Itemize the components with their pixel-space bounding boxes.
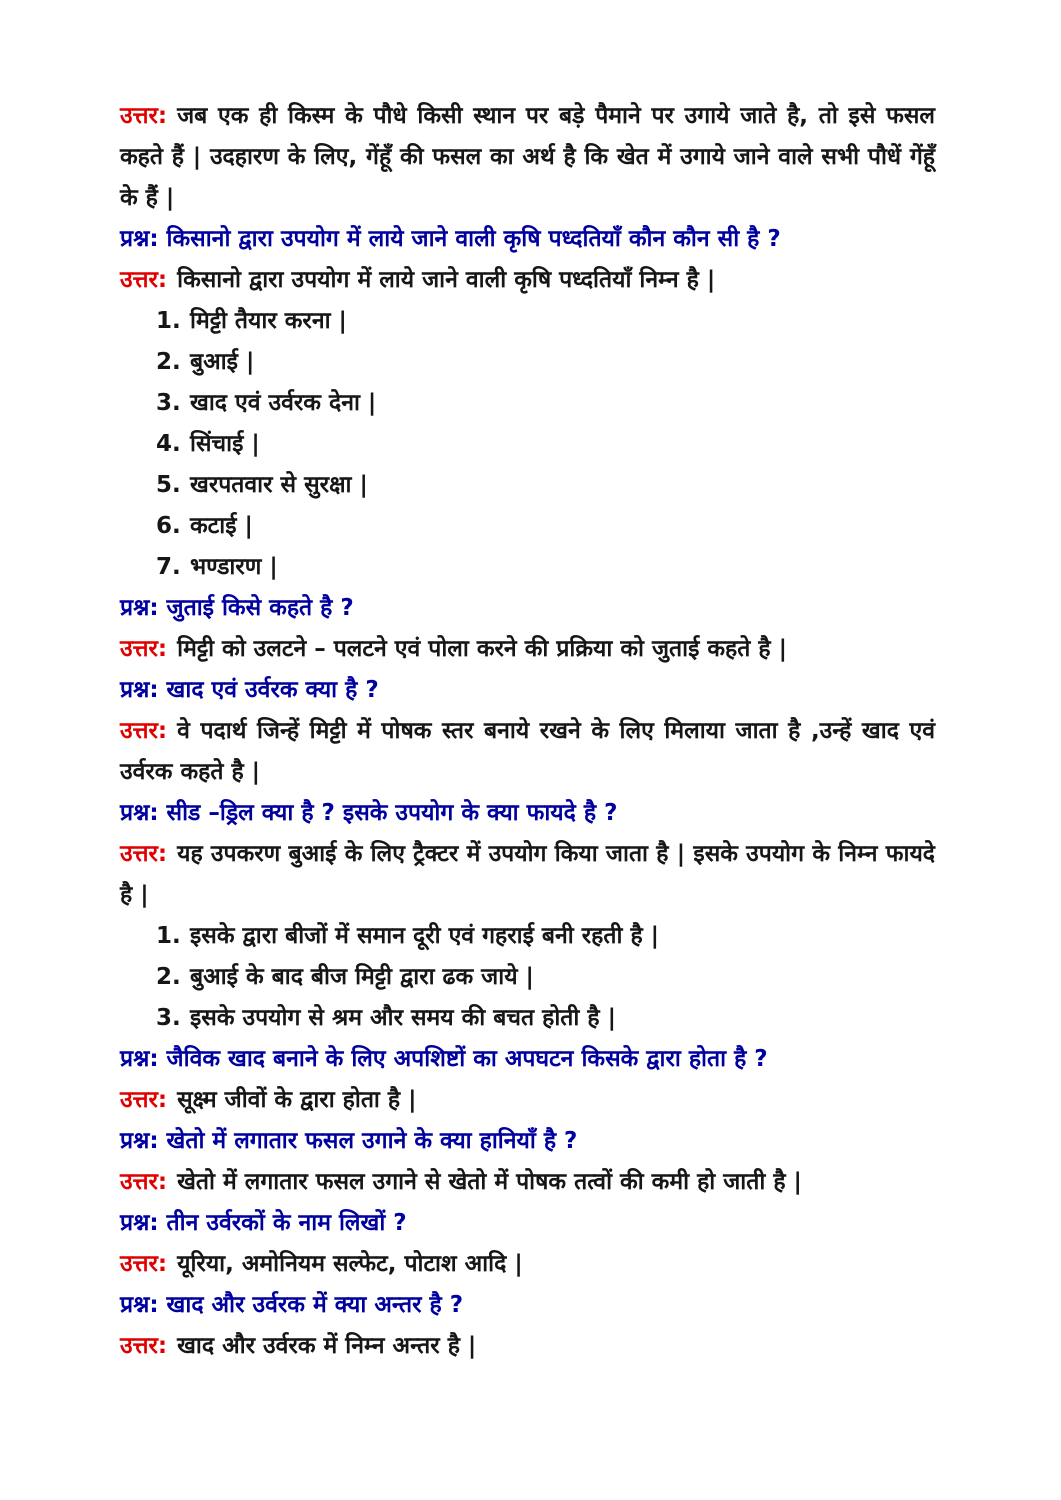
question-text: खेतो में लगातार फसल उगाने के क्या हानियाँ है ?	[166, 1128, 578, 1154]
answer-text: जब एक ही किस्म के पौधे किसी स्थान पर बड़े पैमाने पर उगाये जाते है, तो इसे फसल कहते हैं | उदहारण के लिए, गेंहूँ की फसल का अर्थ है कि खेत में उगाये जाने वाले सभी पौधें गेंहूँ के हैं |	[120, 103, 935, 211]
answer-text: खेतो में लगातार फसल उगाने से खेतो में पोषक तत्वों की कमी हो जाती है |	[177, 1169, 802, 1195]
list-item: कटाई |	[190, 513, 253, 539]
question-label: प्रश्न:	[120, 1046, 159, 1072]
list-item: इसके द्वारा बीजों में समान दूरी एवं गहराई बनी रहती है |	[190, 923, 660, 949]
question-paragraph	[120, 670, 935, 711]
question-text: सीड –ड्रिल क्या है ? इसके उपयोग के क्या फायदे है ?	[166, 800, 618, 826]
answer-text: वे पदार्थ जिन्हें मिट्टी में पोषक स्तर बनाये रखने के लिए मिलाया जाता है ,उन्हें खाद एवं उर्वरक कहते है |	[120, 718, 935, 785]
list-item: मिट्टी तैयार करना |	[190, 308, 347, 334]
answer-text: सूक्ष्म जीवों के द्वारा होता है |	[177, 1087, 417, 1113]
question-paragraph	[120, 1039, 935, 1080]
answer-label: उत्तर:	[120, 636, 168, 662]
list-item: भण्डारण |	[190, 554, 278, 580]
answer-paragraph	[120, 629, 935, 670]
farm-practices-list	[120, 301, 935, 588]
answer-text: खाद और उर्वरक में निम्न अन्तर है |	[177, 1333, 477, 1359]
answer-label: उत्तर:	[120, 1251, 168, 1277]
list-item: इसके उपयोग से श्रम और समय की बचत होती है |	[190, 1005, 616, 1031]
answer-paragraph	[120, 260, 935, 301]
list-item: खाद एवं उर्वरक देना |	[190, 390, 377, 416]
question-text: तीन उर्वरकों के नाम लिखों ?	[166, 1210, 407, 1236]
answer-text: मिट्टी को उलटने – पलटने एवं पोला करने की प्रक्रिया को जुताई कहते है |	[177, 636, 788, 662]
list-item: सिंचाई |	[190, 431, 260, 457]
question-paragraph	[120, 1285, 935, 1326]
answer-label: उत्तर:	[120, 1087, 168, 1113]
question-paragraph	[120, 793, 935, 834]
answer-paragraph	[120, 1162, 935, 1203]
question-text: जैविक खाद बनाने के लिए अपशिष्टों का अपघटन किसके द्वारा होता है ?	[166, 1046, 768, 1072]
question-label: प्रश्न:	[120, 595, 159, 621]
question-label: प्रश्न:	[120, 1292, 159, 1318]
question-label: प्रश्न:	[120, 226, 159, 252]
answer-label: उत्तर:	[120, 103, 168, 129]
list-item: बुआई के बाद बीज मिट्टी द्वारा ढक जाये |	[190, 964, 534, 990]
question-text: खाद और उर्वरक में क्या अन्तर है ?	[166, 1292, 464, 1318]
question-paragraph	[120, 1121, 935, 1162]
question-text: खाद एवं उर्वरक क्या है ?	[166, 677, 379, 703]
question-paragraph	[120, 219, 935, 260]
question-paragraph	[120, 1203, 935, 1244]
list-item: बुआई |	[190, 349, 255, 375]
question-label: प्रश्न:	[120, 1128, 159, 1154]
seed-drill-benefits-list	[120, 916, 935, 1039]
answer-label: उत्तर:	[120, 841, 168, 867]
answer-label: उत्तर:	[120, 718, 168, 744]
question-text: किसानो द्वारा उपयोग में लाये जाने वाली कृषि पध्दतियाँ कौन कौन सी है ?	[166, 226, 781, 252]
answer-paragraph	[120, 834, 935, 916]
answer-paragraph	[120, 96, 935, 219]
answer-label: उत्तर:	[120, 1333, 168, 1359]
question-label: प्रश्न:	[120, 1210, 159, 1236]
question-label: प्रश्न:	[120, 677, 159, 703]
answer-text: यह उपकरण बुआई के लिए ट्रैक्टर में उपयोग किया जाता है | इसके उपयोग के निम्न फायदे है |	[120, 841, 935, 908]
question-label: प्रश्न:	[120, 800, 159, 826]
list-item: खरपतवार से सुरक्षा |	[190, 472, 368, 498]
answer-text: यूरिया, अमोनियम सल्फेट, पोटाश आदि |	[177, 1251, 523, 1277]
answer-paragraph	[120, 1244, 935, 1285]
answer-label: उत्तर:	[120, 1169, 168, 1195]
answer-text: किसानो द्वारा उपयोग में लाये जाने वाली कृषि पध्दतियाँ निम्न है |	[177, 267, 716, 293]
question-text: जुताई किसे कहते है ?	[166, 595, 354, 621]
answer-paragraph	[120, 1326, 935, 1367]
answer-paragraph	[120, 1080, 935, 1121]
answer-paragraph	[120, 711, 935, 793]
question-paragraph	[120, 588, 935, 629]
answer-label: उत्तर:	[120, 267, 168, 293]
